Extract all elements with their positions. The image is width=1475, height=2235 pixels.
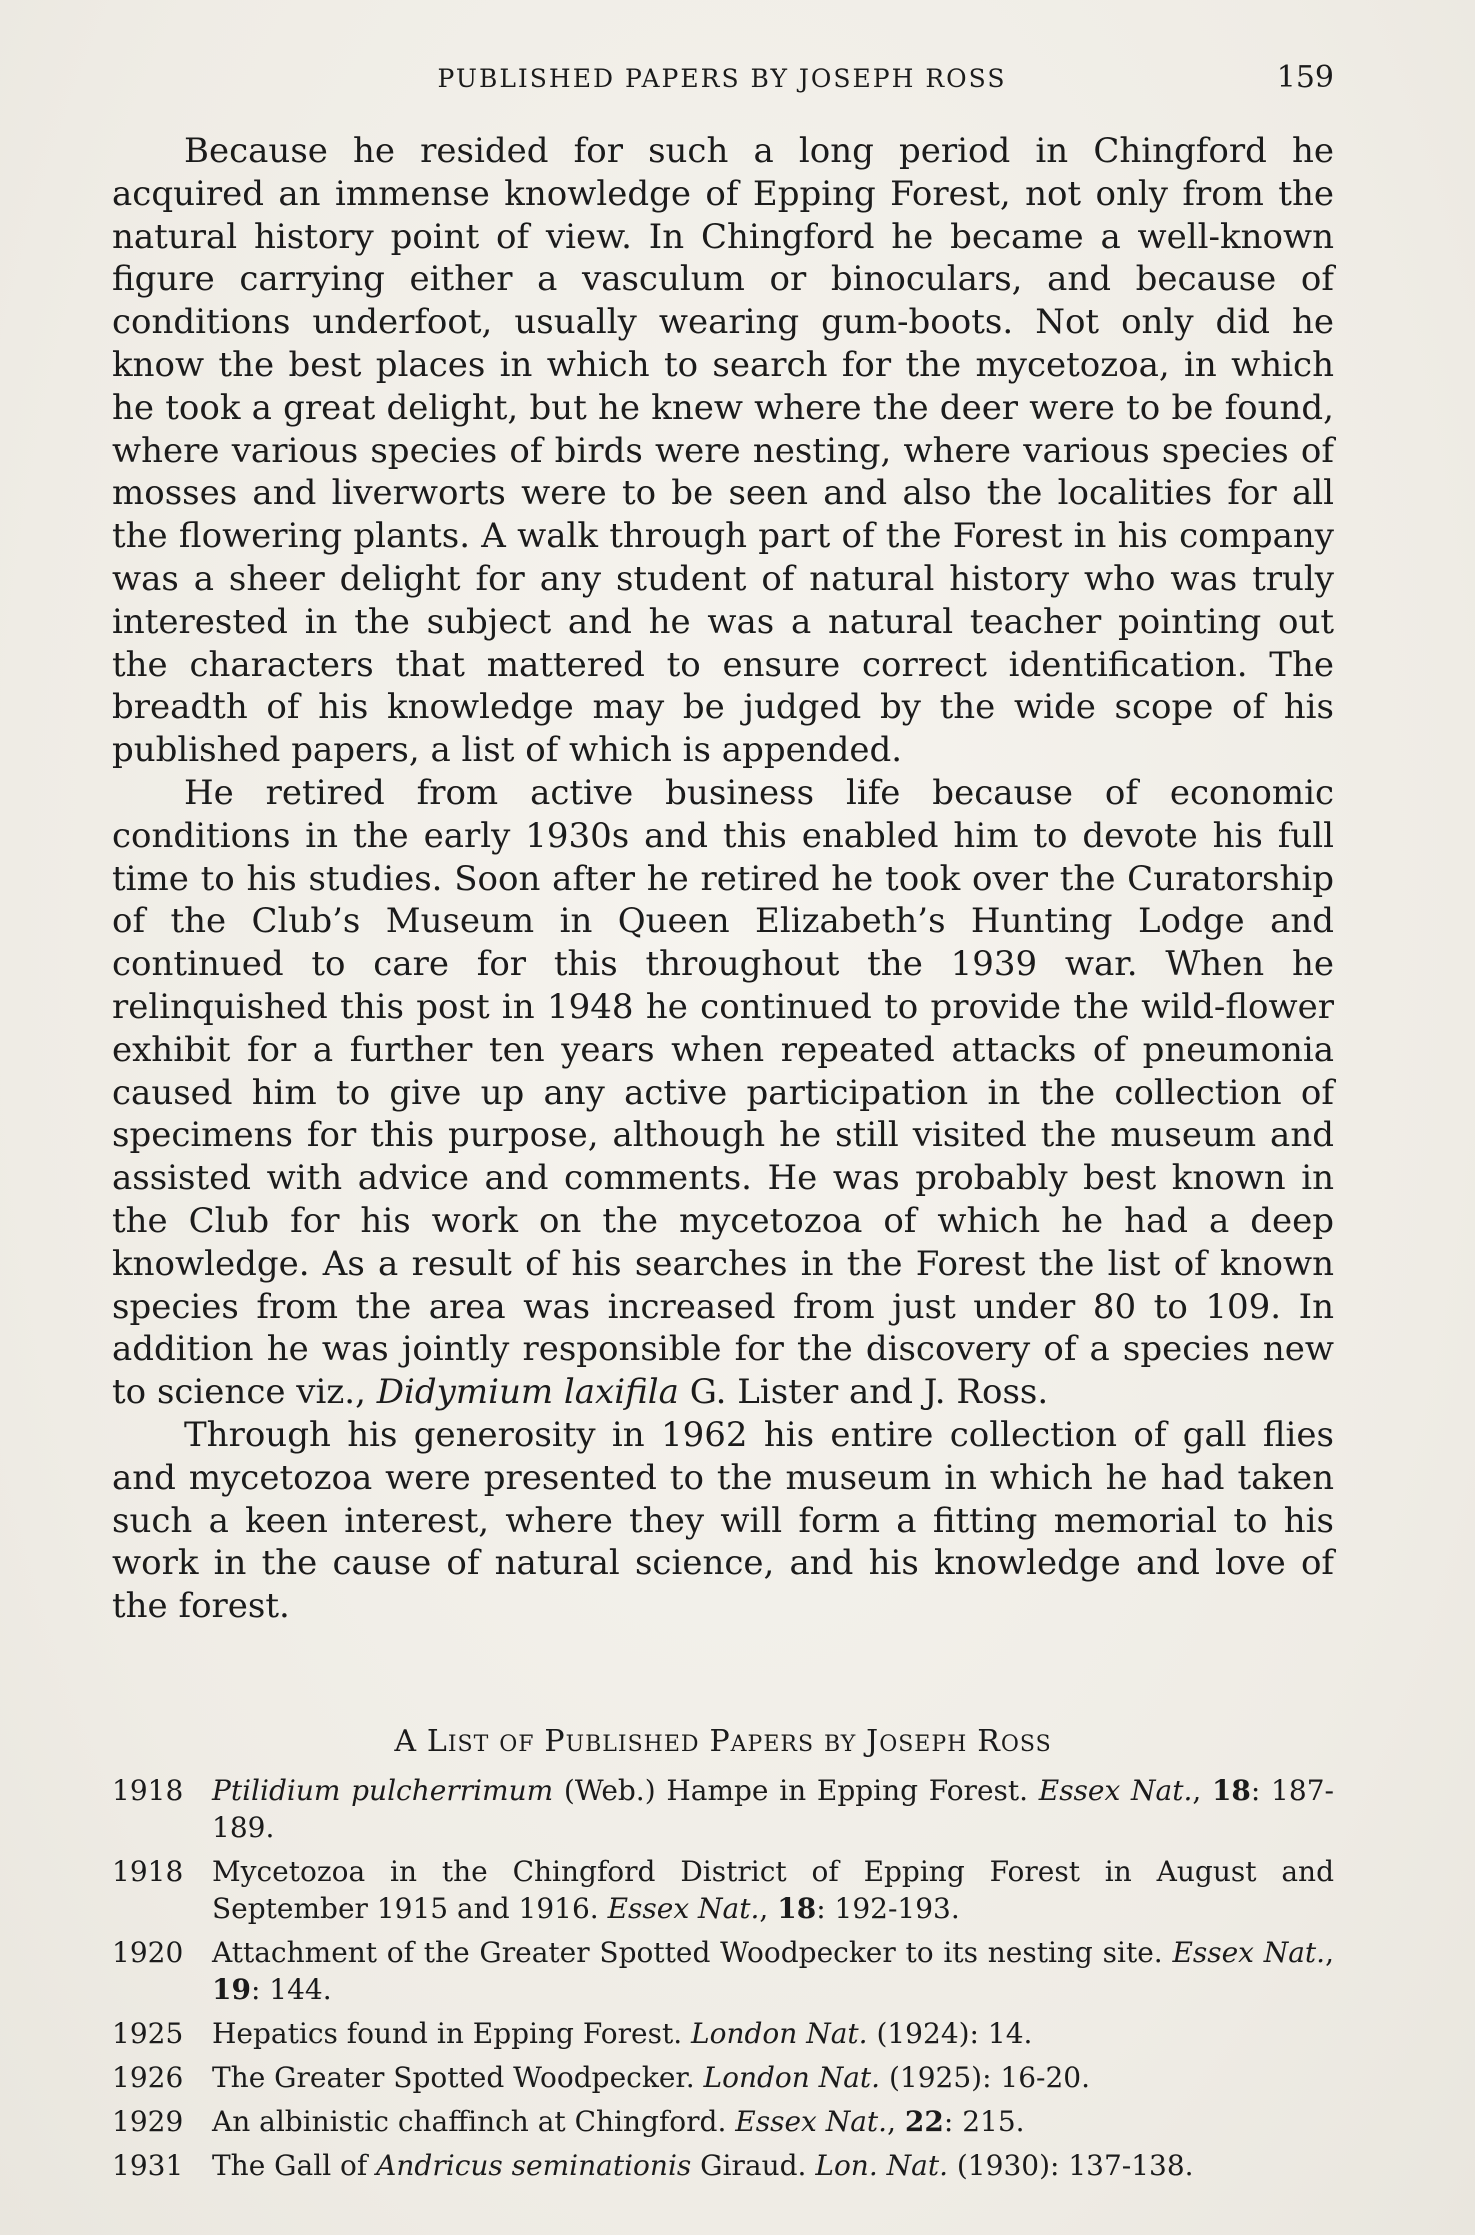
page-header [112, 60, 1334, 104]
body-text [112, 130, 1334, 1628]
reference-year: 1918 [112, 1855, 184, 1888]
journal-name: Essex Nat. [1038, 1774, 1193, 1807]
reference-year: 1931 [112, 2149, 184, 2182]
journal-name: Essex Nat. [1172, 1936, 1326, 1969]
journal-name: London Nat. [691, 2017, 868, 2050]
reference-year: 1918 [112, 1774, 184, 1807]
running-head: PUBLISHED PAPERS BY JOSEPH ROSS [437, 64, 1007, 93]
reference-year: 1926 [112, 2061, 184, 2094]
section-heading: A LIST OF PUBLISHED PAPERS BY JOSEPH ROSS [394, 1724, 1052, 1759]
volume-number: 18 [777, 1892, 817, 1925]
journal-name: Lon. Nat. [815, 2149, 948, 2182]
reference-entry: 1918 Mycetozoa in the Chingford District of Epping Forest in August and September 1915 and 1916. Essex Nat., 18: 192-193. [112, 1855, 1334, 1925]
reference-year: 1929 [112, 2105, 184, 2138]
reference-year: 1925 [112, 2017, 184, 2050]
reference-entry: 1931 The Gall of Andricus seminationis Giraud. Lon. Nat. (1930): 137-138. [112, 2149, 1194, 2182]
paragraph: Because he resided for such a long period in Chingford he acquired an immense knowledge of Epping Forest, not only from the natural history point of view. In Chingford he became a well-known figure carrying either a vasculum or binoculars, and because of conditions underfoot, usually wearing gum-boots. Not only did he know the best places in which to search for the mycetozoa, in which he took a great delight, but he knew where the deer were to be found, where various species of birds were nesting, where various species of mosses and liverworts were to be seen and also the localities for all the flowering plants. A walk through part of the Forest in his company was a sheer delight for any student of natural history who was truly interested in the subject and he was a natural teacher pointing out the characters that mattered to ensure correct identification. The breadth of his knowledge may be judged by the wide scope of his published papers, a list of which is appended. [112, 131, 1334, 771]
reference-entry: 1929 An albinistic chaffinch at Chingford. Essex Nat., 22: 215. [112, 2105, 1025, 2138]
volume-number: 18 [1211, 1774, 1251, 1807]
journal-name: Essex Nat. [607, 1892, 760, 1925]
volume-number: 19 [212, 1973, 251, 2006]
reference-entry: 1918 Ptilidium pulcherrimum (Web.) Hampe in Epping Forest. Essex Nat., 18: 187-189. [112, 1774, 1334, 1844]
species-name: Didymium laxifila [376, 1372, 679, 1413]
journal-name: Essex Nat. [735, 2105, 888, 2138]
journal-name: London Nat. [703, 2061, 881, 2094]
page-number: 159 [1276, 60, 1334, 95]
reference-entry: 1925 Hepatics found in Epping Forest. London Nat. (1924): 14. [112, 2017, 1033, 2050]
reference-year: 1920 [112, 1936, 184, 1969]
reference-list [112, 1772, 1334, 2191]
volume-number: 22 [904, 2105, 944, 2138]
reference-entry: 1926 The Greater Spotted Woodpecker. London Nat. (1925): 16-20. [112, 2061, 1091, 2094]
reference-entry: 1920 Attachment of the Greater Spotted Woodpecker to its nesting site. Essex Nat., 19: 144. [112, 1936, 1334, 2006]
paragraph: Through his generosity in 1962 his entire collection of gall flies and mycetozoa were presented to the museum in which he had taken such a keen interest, where they will form a fitting memorial to his work in the cause of natural science, and his knowledge and love of the forest. [112, 1414, 1334, 1627]
paragraph: He retired from active business life because of economic conditions in the early 1930s and this enabled him to devote his full time to his studies. Soon after he retired he took over the Curatorship of the Club’s Museum in Queen Elizabeth’s Hunting Lodge and continued to care for this throughout the 1939 war. When he relinquished this post in 1948 he continued to provide the wild-flower exhibit for a further ten years when repeated attacks of pneumonia caused him to give up any active participation in the collection of specimens for this purpose, although he still visited the museum and assisted with advice and comments. He was probably best known in the Club for his work on the mycetozoa of which he had a deep knowledge. As a result of his searches in the Forest the list of known species from the area was increased from just under 80 to 109. In addition he was jointly responsible for the discovery of a species new to science viz., Didymium laxifila G. Lister and J. Ross. [112, 772, 1334, 1413]
